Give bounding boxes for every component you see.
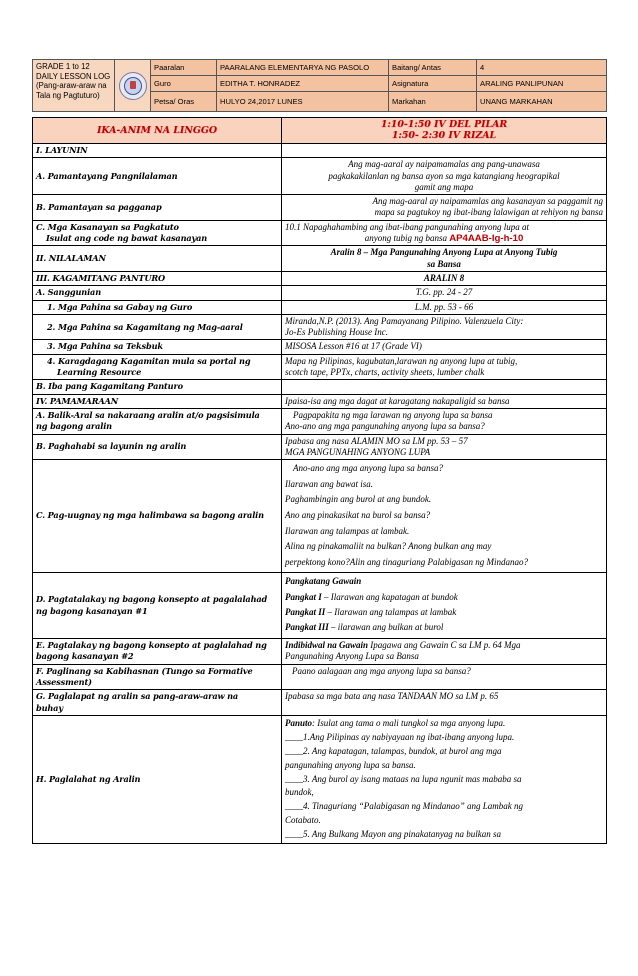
quarter-value: UNANG MARKAHAN xyxy=(477,92,607,112)
grade-label: Baitang/ Antas xyxy=(389,60,477,76)
section-label: C. Pag-uugnay ng mga halimbawa sa bagong aralin xyxy=(33,460,282,573)
content-text: anyong tubig ng bansa xyxy=(364,233,447,244)
label-line: ng bagong kasanayan #1 xyxy=(36,605,148,616)
content-line: Alina ng pinakamaliit na bulkan? Anong bulkan ang may xyxy=(285,541,492,552)
content-line: ____4. Tinaguriang “Palabigasan ng Mindanao” ang Lambak ng xyxy=(285,801,524,812)
date-label: Petsa/ Oras xyxy=(151,92,217,112)
group-task: – Ilarawan ang talampas at lambak xyxy=(325,606,457,617)
section-content xyxy=(282,573,607,639)
label-line: Isulat ang code ng bawat kasanayan xyxy=(46,233,208,244)
section-label: II. NILALAMAN xyxy=(33,246,282,272)
section-content: L.M. pp. 53 - 66 xyxy=(282,300,607,314)
teacher-value: EDITHA T. HONRADEZ xyxy=(217,76,389,92)
table-row xyxy=(33,408,607,434)
table-row xyxy=(33,246,607,272)
school-label: Paaralan xyxy=(151,60,217,76)
content-text: : Isulat ang tama o mali tungkol sa mga anyong lupa. xyxy=(312,717,506,728)
label-line: F. Paglinang sa Kabihasnan (Tungo sa Formative xyxy=(36,665,253,676)
section-label: I. LAYUNIN xyxy=(33,144,282,158)
section-label xyxy=(33,408,282,434)
teacher-label: Guro xyxy=(151,76,217,92)
content-line: Ang mag-aaral ay naipamamlas ang kasanayan sa paggamit ng xyxy=(372,196,603,207)
section-label: III. KAGAMITANG PANTURO xyxy=(33,271,282,285)
label-line: buhay xyxy=(36,702,63,713)
schedule-line: 1:10-1:50 IV DEL PILAR xyxy=(380,119,508,130)
content-line: Ano ang pinakasikat na burol sa bansa? xyxy=(285,509,431,520)
table-row xyxy=(33,118,607,144)
lesson-table xyxy=(32,117,607,844)
section-content xyxy=(282,144,607,158)
table-row xyxy=(33,664,607,690)
section-content xyxy=(282,246,607,272)
header-logo-cell xyxy=(115,60,151,112)
section-content xyxy=(282,460,607,573)
group-name: Pangkat I xyxy=(285,591,322,602)
header-info-line: DAILY LESSON LOG xyxy=(36,71,111,81)
label-line: C. Mga Kasanayan sa Pagkatuto xyxy=(36,221,179,232)
school-value: PAARALANG ELEMENTARYA NG PASOLO xyxy=(217,60,389,76)
section-label: IV. PAMAMARAAN xyxy=(33,394,282,408)
table-row xyxy=(33,394,607,408)
instruction-lead: Panuto xyxy=(285,717,313,728)
content-line: ____1.Ang Pilipinas ay nabiyayaan ng ibat-ibang anyong lupa. xyxy=(285,731,515,742)
content-line: perpektong kono?Alin ang tinaguriang Palabigasan ng Mindanao? xyxy=(285,556,528,567)
week-title-cell xyxy=(33,118,282,144)
content-line: Ipabasa ang nasa ALAMIN MO sa LM pp. 53 – 57 xyxy=(285,435,468,446)
table-row xyxy=(33,314,607,340)
content-line: Mapa ng Pilipinas, kagubatan,larawan ng anyong lupa at tubig, xyxy=(285,355,518,366)
content-line xyxy=(285,233,603,244)
content-line: Ilarawan ang talampas at lambak. xyxy=(285,525,410,536)
table-row xyxy=(33,434,607,460)
section-label xyxy=(33,690,282,716)
content-line xyxy=(285,620,603,635)
section-label xyxy=(33,220,282,246)
header-info-line: (Pang-araw-araw na xyxy=(36,81,107,91)
section-content xyxy=(282,354,607,380)
content-line: 10.1 Napaghahambing ang ibat-ibang pangunahing anyong lupa at xyxy=(285,221,529,232)
content-line: ____2. Ang kapatagan, talampas, bundok, at burol ang mga xyxy=(285,745,502,756)
table-row xyxy=(33,286,607,300)
label-line: G. Paglalapat ng aralin sa pang-araw-araw na xyxy=(36,691,239,702)
content-line: Pagpapakita ng mga larawan ng anyong lupa sa bansa xyxy=(293,409,493,420)
content-line: ____5. Ang Bulkang Mayon ang pinakatanyag na bulkan sa xyxy=(285,829,502,840)
subject-value: ARALING PANLIPUNAN xyxy=(477,76,607,92)
section-label xyxy=(33,573,282,639)
content-line: MGA PANGUNAHING ANYONG LUPA xyxy=(285,446,431,457)
content-line: Paghambingin ang burol at ang bundok. xyxy=(285,494,432,505)
group-name: Pangkat II xyxy=(285,606,326,617)
content-line: Ilarawan ang bawat isa. xyxy=(285,478,374,489)
section-content xyxy=(282,408,607,434)
table-row xyxy=(33,715,607,843)
activity-lead: Indibidwal na Gawain xyxy=(285,640,369,651)
section-content xyxy=(282,220,607,246)
content-line xyxy=(285,717,603,731)
header-info-line: Tala ng Pagtuturo) xyxy=(36,90,100,100)
competency-code: AP4AAB-Ig-h-10 xyxy=(449,233,524,245)
section-content: T.G. pp. 24 - 27 xyxy=(282,286,607,300)
schedule-cell xyxy=(282,118,607,144)
label-line: ng bagong aralin xyxy=(36,421,112,432)
section-content xyxy=(282,314,607,340)
section-label xyxy=(33,639,282,665)
section-label xyxy=(33,664,282,690)
content-line: Ano-ano ang mga pangunahing anyong lupa sa bansa? xyxy=(285,421,485,432)
label-line: Assessment) xyxy=(36,677,92,688)
table-row xyxy=(33,573,607,639)
section-label: 3. Mga Pahina sa Teksbuk xyxy=(33,340,282,354)
content-line: bundok, xyxy=(285,787,314,798)
content-line: scotch tape, PPTx, charts, activity sheets, lumber chalk xyxy=(285,367,485,378)
header-info-line: GRADE 1 to 12 xyxy=(36,62,90,71)
table-row xyxy=(33,271,607,285)
section-content: ARALIN 8 xyxy=(282,271,607,285)
content-line: Pangunahing Anyong Lupa sa Bansa xyxy=(285,651,419,662)
section-label: 2. Mga Pahina sa Kagamitang ng Mag-aaral xyxy=(33,314,282,340)
section-content xyxy=(282,639,607,665)
content-line xyxy=(285,640,603,651)
section-content: MISOSA Lesson #16 at 17 (Grade VI) xyxy=(282,340,607,354)
section-content: Paano aalagaan ang mga anyong lupa sa bansa? xyxy=(282,664,607,690)
label-line: E. Pagtalakay ng bagong konsepto at paglalahad ng xyxy=(36,640,267,651)
content-line: ____3. Ang burol ay isang mataas na lupa ngunit mas mababa sa xyxy=(285,773,522,784)
section-label: 1. Mga Pahina sa Gabay ng Guro xyxy=(33,300,282,314)
section-content: Ipaisa-isa ang mga dagat at karagatang nakapaligid sa bansa xyxy=(282,394,607,408)
subject-label: Asignatura xyxy=(389,76,477,92)
table-row xyxy=(33,690,607,716)
label-line: 4. Karagdagang Kagamitan mula sa portal ng xyxy=(47,355,251,366)
section-content xyxy=(282,715,607,843)
section-label: A. Sanggunian xyxy=(33,286,282,300)
content-text: Ipagawa ang Gawain C sa LM p. 64 Mga xyxy=(368,640,521,651)
group-task: – ilarawan ang bulkan at burol xyxy=(328,622,444,633)
quarter-label: Markahan xyxy=(389,92,477,112)
header-table xyxy=(32,59,607,112)
grade-value: 4 xyxy=(477,60,607,76)
section-content: Ipabasa sa mga bata ang nasa TANDAAN MO sa LM p. 65 xyxy=(282,690,607,716)
table-row xyxy=(33,195,607,221)
section-label: H. Paglalahat ng Aralin xyxy=(33,715,282,843)
section-label: B. Pamantayan sa pagganap xyxy=(33,195,282,221)
content-line: Ang mag-aaral ay naipamamalas ang pang-unawasa xyxy=(348,159,540,170)
section-content xyxy=(282,195,607,221)
section-content xyxy=(282,434,607,460)
label-line: Learning Resource xyxy=(57,367,142,378)
date-value: HULYO 24,2017 LUNES xyxy=(217,92,389,112)
content-line: Cotabato. xyxy=(285,815,321,826)
deped-seal-icon xyxy=(119,72,147,100)
content-line: pangunahing anyong lupa sa bansa. xyxy=(285,759,416,770)
table-row xyxy=(33,639,607,665)
section-label xyxy=(33,354,282,380)
section-label: B. Iba pang Kagamitang Panturo xyxy=(33,380,282,394)
content-line: Miranda,N.P. (2013). Ang Pamayanang Pilipino. Valenzuela City: xyxy=(285,315,524,326)
section-label: A. Pamantayang Pangnilalaman xyxy=(33,158,282,195)
schedule-line: 1:50- 2:30 IV RIZAL xyxy=(391,130,497,142)
table-row xyxy=(33,354,607,380)
content-line: sa Bansa xyxy=(427,258,461,269)
content-line: Jo-Es Publishing House Inc. xyxy=(285,327,388,338)
table-row xyxy=(33,300,607,314)
label-line: bagong kasanayan #2 xyxy=(36,651,134,662)
label-line: A. Balik-Aral sa nakaraang aralin at/o pagsisimula xyxy=(36,409,260,420)
content-line xyxy=(285,590,603,605)
header-info xyxy=(33,60,115,112)
section-content xyxy=(282,380,607,394)
content-line: mapa sa pagtukoy ng ibat-ibang lalawigan at rehiyon ng bansa xyxy=(374,207,603,218)
label-line: D. Pagtatalakay ng bagong konsepto at pagalalahad xyxy=(36,594,268,605)
table-row xyxy=(33,158,607,195)
table-row xyxy=(33,144,607,158)
table-row xyxy=(33,460,607,573)
section-content xyxy=(282,158,607,195)
group-name: Pangkat III xyxy=(285,622,329,633)
content-line: Pangkatang Gawain xyxy=(285,576,362,587)
table-row xyxy=(33,340,607,354)
group-task: – Ilarawan ang kapatagan at bundok xyxy=(321,591,458,602)
section-label: B. Paghahabi sa layunin ng aralin xyxy=(33,434,282,460)
content-line: gamit ang mapa xyxy=(414,181,474,192)
content-line: Aralin 8 – Mga Pangunahing Anyong Lupa at Anyong Tubig xyxy=(330,247,558,258)
table-row xyxy=(33,380,607,394)
table-row xyxy=(33,220,607,246)
week-title: IKA-ANIM NA LINGGO xyxy=(96,124,218,136)
content-line: Ano-ano ang mga anyong lupa sa bansa? xyxy=(293,463,443,474)
content-line xyxy=(285,605,603,620)
content-line: pagkakakilanlan ng bansa ayon sa mga katangiang heograpikal xyxy=(328,170,560,181)
